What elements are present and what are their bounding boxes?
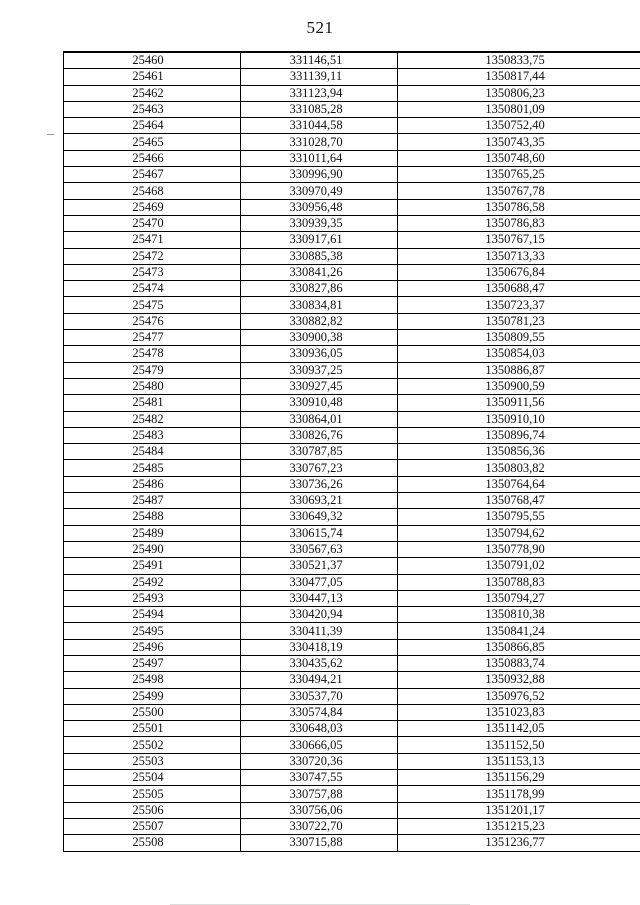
y-coordinate-cell: 1350886,87 [398,362,640,378]
point-number-cell: 25486 [64,476,241,492]
x-coordinate-cell: 330937,25 [241,362,398,378]
x-coordinate-cell: 330666,05 [241,737,398,753]
table-row [64,704,640,720]
y-coordinate-cell: 1350676,84 [398,264,640,280]
y-coordinate-cell: 1350883,74 [398,655,640,671]
x-coordinate-cell: 331028,70 [241,134,398,150]
x-coordinate-cell: 330693,21 [241,493,398,509]
table-row [64,541,640,557]
table-row [64,672,640,688]
x-coordinate-cell: 330864,01 [241,411,398,427]
table-row [64,411,640,427]
point-number-cell: 25487 [64,493,241,509]
x-coordinate-cell: 330827,86 [241,281,398,297]
x-coordinate-cell: 330615,74 [241,525,398,541]
point-number-cell: 25460 [64,52,241,69]
y-coordinate-cell: 1350765,25 [398,167,640,183]
table-row [64,737,640,753]
x-coordinate-cell: 330936,05 [241,346,398,362]
point-number-cell: 25465 [64,134,241,150]
y-coordinate-cell: 1350752,40 [398,118,640,134]
point-number-cell: 25490 [64,541,241,557]
table-row [64,476,640,492]
x-coordinate-cell: 330826,76 [241,427,398,443]
x-coordinate-cell: 330910,48 [241,395,398,411]
x-coordinate-cell: 330841,26 [241,264,398,280]
x-coordinate-cell: 330956,48 [241,199,398,215]
y-coordinate-cell: 1350748,60 [398,150,640,166]
y-coordinate-cell: 1351152,50 [398,737,640,753]
table-row [64,802,640,818]
point-number-cell: 25477 [64,330,241,346]
point-number-cell: 25499 [64,688,241,704]
x-coordinate-cell: 330970,49 [241,183,398,199]
point-number-cell: 25468 [64,183,241,199]
y-coordinate-cell: 1351023,83 [398,704,640,720]
point-number-cell: 25508 [64,835,241,851]
table-row [64,264,640,280]
point-number-cell: 25502 [64,737,241,753]
coordinates-table-body [64,52,640,851]
y-coordinate-cell: 1350794,27 [398,590,640,606]
point-number-cell: 25492 [64,574,241,590]
table-row [64,444,640,460]
point-number-cell: 25474 [64,281,241,297]
x-coordinate-cell: 330447,13 [241,590,398,606]
y-coordinate-cell: 1350817,44 [398,69,640,85]
x-coordinate-cell: 330885,38 [241,248,398,264]
x-coordinate-cell: 330567,63 [241,541,398,557]
point-number-cell: 25496 [64,639,241,655]
table-row [64,330,640,346]
point-number-cell: 25505 [64,786,241,802]
point-number-cell: 25475 [64,297,241,313]
y-coordinate-cell: 1350896,74 [398,427,640,443]
y-coordinate-cell: 1350809,55 [398,330,640,346]
table-row [64,85,640,101]
x-coordinate-cell: 330736,26 [241,476,398,492]
point-number-cell: 25463 [64,101,241,117]
y-coordinate-cell: 1351215,23 [398,818,640,834]
point-number-cell: 25484 [64,444,241,460]
y-coordinate-cell: 1351153,13 [398,753,640,769]
table-row [64,362,640,378]
table-row [64,281,640,297]
y-coordinate-cell: 1350910,10 [398,411,640,427]
y-coordinate-cell: 1350788,83 [398,574,640,590]
x-coordinate-cell: 330939,35 [241,215,398,231]
point-number-cell: 25488 [64,509,241,525]
y-coordinate-cell: 1350688,47 [398,281,640,297]
table-row [64,248,640,264]
scan-mark [47,134,54,135]
y-coordinate-cell: 1350866,85 [398,639,640,655]
point-number-cell: 25479 [64,362,241,378]
table-row [64,574,640,590]
point-number-cell: 25483 [64,427,241,443]
x-coordinate-cell: 330521,37 [241,558,398,574]
x-coordinate-cell: 330648,03 [241,721,398,737]
point-number-cell: 25500 [64,704,241,720]
y-coordinate-cell: 1350767,78 [398,183,640,199]
x-coordinate-cell: 330757,88 [241,786,398,802]
x-coordinate-cell: 330537,70 [241,688,398,704]
table-row [64,297,640,313]
y-coordinate-cell: 1350810,38 [398,607,640,623]
x-coordinate-cell: 331044,58 [241,118,398,134]
table-row [64,150,640,166]
point-number-cell: 25471 [64,232,241,248]
y-coordinate-cell: 1351236,77 [398,835,640,851]
point-number-cell: 25497 [64,655,241,671]
point-number-cell: 25476 [64,313,241,329]
table-row [64,623,640,639]
x-coordinate-cell: 330418,19 [241,639,398,655]
point-number-cell: 25466 [64,150,241,166]
point-number-cell: 25481 [64,395,241,411]
table-row [64,493,640,509]
y-coordinate-cell: 1350932,88 [398,672,640,688]
table-row [64,607,640,623]
x-coordinate-cell: 330649,32 [241,509,398,525]
y-coordinate-cell: 1350768,47 [398,493,640,509]
table-row [64,818,640,834]
y-coordinate-cell: 1350723,37 [398,297,640,313]
y-coordinate-cell: 1350791,02 [398,558,640,574]
point-number-cell: 25506 [64,802,241,818]
x-coordinate-cell: 330494,21 [241,672,398,688]
point-number-cell: 25493 [64,590,241,606]
table-row [64,427,640,443]
table-row [64,313,640,329]
x-coordinate-cell: 330420,94 [241,607,398,623]
y-coordinate-cell: 1351178,99 [398,786,640,802]
x-coordinate-cell: 330787,85 [241,444,398,460]
y-coordinate-cell: 1351142,05 [398,721,640,737]
y-coordinate-cell: 1350801,09 [398,101,640,117]
y-coordinate-cell: 1350767,15 [398,232,640,248]
x-coordinate-cell: 330715,88 [241,835,398,851]
point-number-cell: 25507 [64,818,241,834]
table-row [64,52,640,69]
x-coordinate-cell: 330477,05 [241,574,398,590]
point-number-cell: 25480 [64,378,241,394]
point-number-cell: 25467 [64,167,241,183]
point-number-cell: 25503 [64,753,241,769]
y-coordinate-cell: 1350764,64 [398,476,640,492]
x-coordinate-cell: 330756,06 [241,802,398,818]
table-row [64,378,640,394]
x-coordinate-cell: 330927,45 [241,378,398,394]
table-row [64,118,640,134]
x-coordinate-cell: 330900,38 [241,330,398,346]
point-number-cell: 25485 [64,460,241,476]
table-row [64,721,640,737]
y-coordinate-cell: 1350786,58 [398,199,640,215]
coordinates-table [63,51,640,852]
table-row [64,215,640,231]
table-row [64,460,640,476]
table-row [64,688,640,704]
table-row [64,835,640,851]
point-number-cell: 25495 [64,623,241,639]
table-row [64,558,640,574]
x-coordinate-cell: 330996,90 [241,167,398,183]
x-coordinate-cell: 330917,61 [241,232,398,248]
point-number-cell: 25482 [64,411,241,427]
x-coordinate-cell: 331146,51 [241,52,398,69]
table-row [64,655,640,671]
table-row [64,232,640,248]
point-number-cell: 25478 [64,346,241,362]
y-coordinate-cell: 1350833,75 [398,52,640,69]
x-coordinate-cell: 330882,82 [241,313,398,329]
table-row [64,590,640,606]
table-row [64,639,640,655]
y-coordinate-cell: 1350786,83 [398,215,640,231]
point-number-cell: 25470 [64,215,241,231]
table-row [64,101,640,117]
y-coordinate-cell: 1350806,23 [398,85,640,101]
x-coordinate-cell: 331085,28 [241,101,398,117]
table-row [64,786,640,802]
x-coordinate-cell: 330411,39 [241,623,398,639]
y-coordinate-cell: 1350854,03 [398,346,640,362]
y-coordinate-cell: 1350778,90 [398,541,640,557]
x-coordinate-cell: 330574,84 [241,704,398,720]
x-coordinate-cell: 331139,11 [241,69,398,85]
table-row [64,346,640,362]
table-row [64,183,640,199]
point-number-cell: 25491 [64,558,241,574]
x-coordinate-cell: 330722,70 [241,818,398,834]
x-coordinate-cell: 330767,23 [241,460,398,476]
point-number-cell: 25469 [64,199,241,215]
point-number-cell: 25462 [64,85,241,101]
x-coordinate-cell: 331123,94 [241,85,398,101]
point-number-cell: 25461 [64,69,241,85]
x-coordinate-cell: 330747,55 [241,770,398,786]
table-row [64,753,640,769]
point-number-cell: 25504 [64,770,241,786]
y-coordinate-cell: 1350841,24 [398,623,640,639]
y-coordinate-cell: 1350856,36 [398,444,640,460]
y-coordinate-cell: 1350911,56 [398,395,640,411]
table-row [64,167,640,183]
x-coordinate-cell: 330435,62 [241,655,398,671]
y-coordinate-cell: 1350743,35 [398,134,640,150]
y-coordinate-cell: 1350794,62 [398,525,640,541]
point-number-cell: 25498 [64,672,241,688]
point-number-cell: 25494 [64,607,241,623]
table-row [64,69,640,85]
table-row [64,199,640,215]
table-row [64,525,640,541]
y-coordinate-cell: 1351201,17 [398,802,640,818]
y-coordinate-cell: 1350713,33 [398,248,640,264]
y-coordinate-cell: 1350781,23 [398,313,640,329]
y-coordinate-cell: 1350900,59 [398,378,640,394]
point-number-cell: 25472 [64,248,241,264]
x-coordinate-cell: 330720,36 [241,753,398,769]
y-coordinate-cell: 1351156,29 [398,770,640,786]
x-coordinate-cell: 331011,64 [241,150,398,166]
table-row [64,770,640,786]
table-row [64,134,640,150]
y-coordinate-cell: 1350803,82 [398,460,640,476]
table-row [64,395,640,411]
page-number: 521 [306,18,334,37]
table-row [64,509,640,525]
point-number-cell: 25473 [64,264,241,280]
x-coordinate-cell: 330834,81 [241,297,398,313]
point-number-cell: 25489 [64,525,241,541]
y-coordinate-cell: 1350976,52 [398,688,640,704]
point-number-cell: 25501 [64,721,241,737]
y-coordinate-cell: 1350795,55 [398,509,640,525]
point-number-cell: 25464 [64,118,241,134]
